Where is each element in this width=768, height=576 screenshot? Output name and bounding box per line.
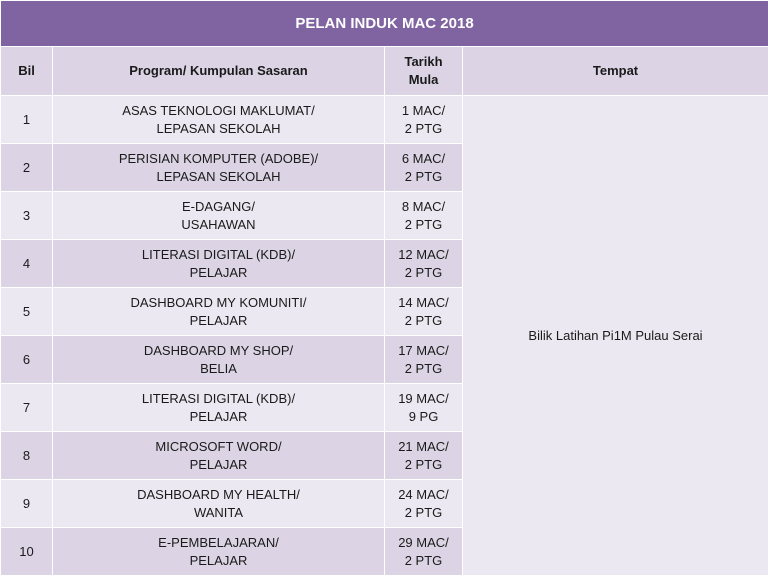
row-start-date [385,192,463,240]
target-group: PELAJAR [189,456,248,472]
start-date: 8 MAC/ [401,198,446,214]
row-program [53,336,385,384]
table-body [1,96,768,576]
program-name: E-PEMBELAJARAN/ [158,534,279,550]
start-date: 1 MAC/ [401,102,446,118]
row-program [53,144,385,192]
start-time: 2 PTG [404,168,443,184]
row-start-date [385,480,463,528]
start-time: 2 PTG [404,456,443,472]
venue-cell: Bilik Latihan Pi1M Pulau Serai [463,96,768,576]
start-time: 2 PTG [404,504,443,520]
start-date: 29 MAC/ [398,534,449,550]
program-name: LITERASI DIGITAL (KDB)/ [141,246,296,262]
row-program [53,480,385,528]
target-group: LEPASAN SEKOLAH [156,120,281,136]
program-name: DASHBOARD MY HEALTH/ [137,486,300,502]
start-time: 2 PTG [404,264,443,280]
start-date: 17 MAC/ [398,342,449,358]
row-bil: 10 [1,528,53,576]
program-name: PERISIAN KOMPUTER (ADOBE)/ [118,150,319,166]
row-bil: 9 [1,480,53,528]
program-name: MICROSOFT WORD/ [155,438,282,454]
program-name: E-DAGANG/ [182,198,255,214]
start-date: 19 MAC/ [398,390,449,406]
row-program [53,432,385,480]
row-start-date [385,336,463,384]
table-title: PELAN INDUK MAC 2018 [1,1,768,47]
row-bil: 6 [1,336,53,384]
table-row [1,96,768,144]
start-time: 2 PTG [404,216,443,232]
header-tarikh [385,47,463,96]
row-program [53,240,385,288]
program-name: DASHBOARD MY SHOP/ [143,342,294,358]
header-tarikh-line2: Mula [408,72,439,87]
header-tarikh-line1: Tarikh [404,54,443,69]
header-program: Program/ Kumpulan Sasaran [53,47,385,96]
target-group: LEPASAN SEKOLAH [156,168,281,184]
row-program [53,96,385,144]
row-bil: 3 [1,192,53,240]
start-time: 9 PG [408,408,439,424]
row-program [53,288,385,336]
start-date: 12 MAC/ [398,246,449,262]
row-start-date [385,384,463,432]
header-tempat: Tempat [463,47,768,96]
start-time: 2 PTG [404,552,443,568]
target-group: PELAJAR [189,264,248,280]
row-bil: 7 [1,384,53,432]
program-name: DASHBOARD MY KOMUNITI/ [130,294,307,310]
target-group: USAHAWAN [181,216,256,232]
start-time: 2 PTG [404,120,443,136]
target-group: PELAJAR [189,552,248,568]
header-bil: Bil [1,47,53,96]
program-name: ASAS TEKNOLOGI MAKLUMAT/ [122,102,315,118]
target-group: BELIA [200,360,237,376]
row-start-date [385,96,463,144]
target-group: PELAJAR [189,312,248,328]
start-date: 14 MAC/ [398,294,449,310]
start-date: 24 MAC/ [398,486,449,502]
target-group: PELAJAR [189,408,248,424]
row-bil: 8 [1,432,53,480]
program-name: LITERASI DIGITAL (KDB)/ [141,390,296,406]
row-bil: 1 [1,96,53,144]
row-start-date [385,432,463,480]
row-program [53,528,385,576]
row-program [53,384,385,432]
start-date: 21 MAC/ [398,438,449,454]
row-program [53,192,385,240]
row-start-date [385,240,463,288]
start-time: 2 PTG [404,312,443,328]
row-bil: 4 [1,240,53,288]
row-bil: 5 [1,288,53,336]
row-bil: 2 [1,144,53,192]
row-start-date [385,288,463,336]
row-start-date [385,528,463,576]
row-start-date [385,144,463,192]
target-group: WANITA [193,504,244,520]
start-date: 6 MAC/ [401,150,446,166]
header-row [1,47,768,96]
start-time: 2 PTG [404,360,443,376]
